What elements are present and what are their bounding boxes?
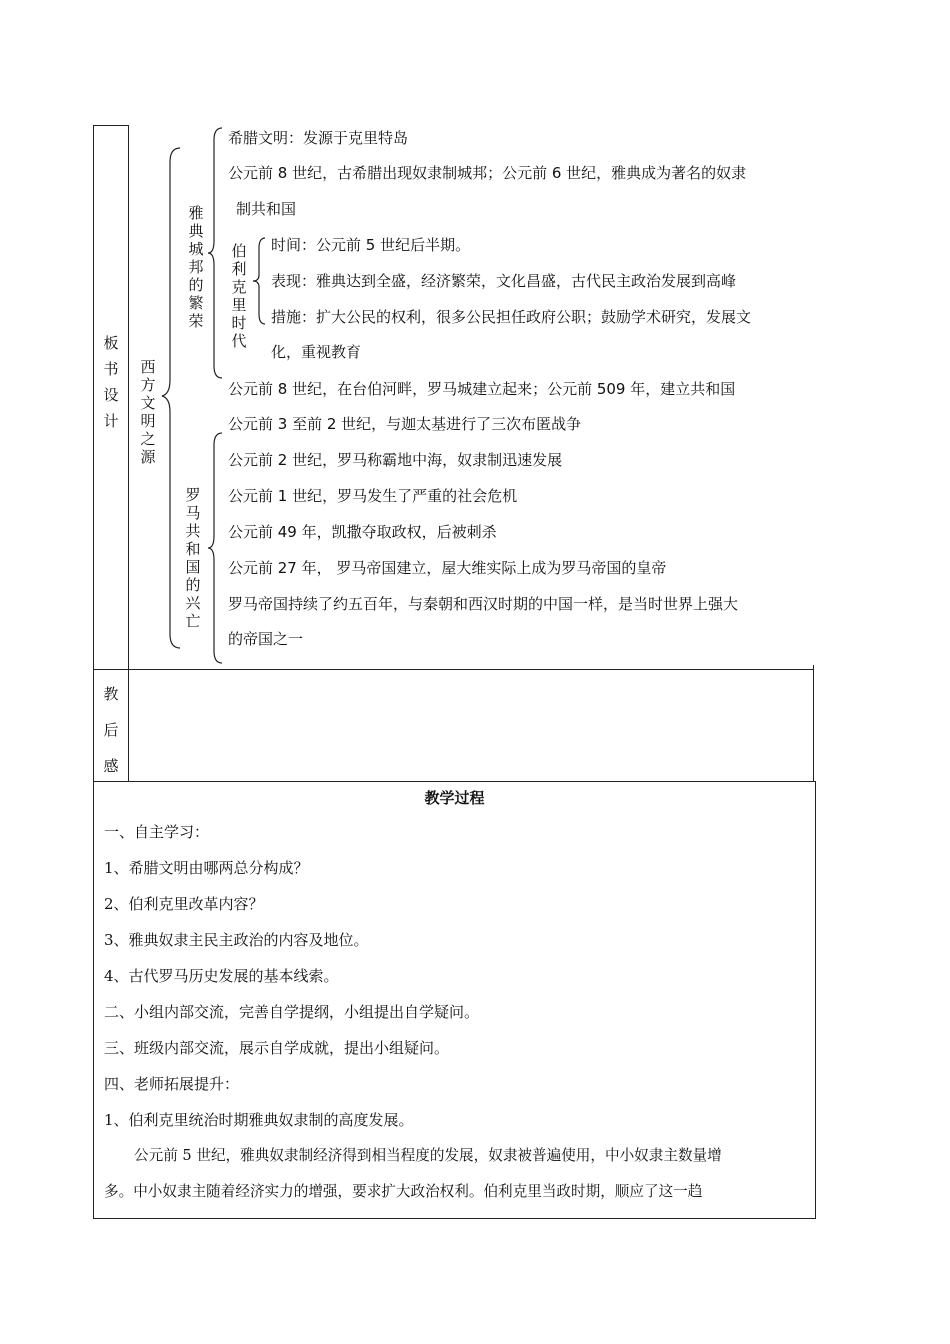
table-right-border-bottom	[815, 781, 816, 1219]
board-line: 公元前 8 世纪，在台伯河畔，罗马城建立起来；公元前 509 年，建立共和国	[228, 380, 736, 398]
process-title: 教学过程	[424, 789, 485, 807]
board-line: 公元前 27 年， 罗马帝国建立，屋大维实际上成为罗马帝国的皇帝	[228, 559, 667, 577]
board-line: 制共和国	[236, 200, 297, 218]
board-line: 公元前 3 至前 2 世纪，与迦太基进行了三次布匿战争	[228, 415, 582, 433]
process-line: 1、希腊文明由哪两总分构成？	[104, 859, 309, 877]
process-line: 1、伯利克里统治时期雅典奴隶制的高度发展。	[104, 1111, 414, 1129]
board-line: 罗马帝国持续了约五百年，与秦朝和西汉时期的中国一样，是当时世界上强大	[228, 595, 739, 613]
process-line: 三、班级内部交流，展示自学成就，提出小组疑问。	[104, 1039, 450, 1057]
board-line: 希腊文明：发源于克里特岛	[228, 129, 409, 147]
pericles-heading: 伯利克里时代	[231, 242, 247, 350]
rome-brace	[208, 433, 224, 663]
process-line: 4、古代罗马历史发展的基本线索。	[104, 967, 339, 985]
board-line: 公元前 49 年，凯撒夺取政权，后被刺杀	[228, 523, 497, 541]
board-line: 公元前 8 世纪，古希腊出现奴隶制城邦；公元前 6 世纪，雅典成为著名的奴隶	[228, 164, 747, 182]
process-paragraph-line: 多。中小奴隶主随着经济实力的增强，要求扩大政治权利。伯利克里当政时期，顺应了这一趋	[104, 1183, 703, 1200]
athens-branch-heading: 雅典城邦的繁荣	[188, 204, 204, 330]
table-top-border	[93, 125, 129, 126]
board-design-label: 板书设计	[103, 334, 119, 430]
process-line: 2、伯利克里改革内容？	[104, 895, 264, 913]
board-line: 措施：扩大公民的权利，很多公民担任政府公职；鼓励学术研究，发展文	[271, 308, 752, 326]
root-brace	[162, 148, 182, 648]
table-bottom-border	[93, 1218, 816, 1219]
board-line: 表现：雅典达到全盛，经济繁荣，文化昌盛，古代民主政治发展到高峰	[271, 272, 737, 290]
pericles-brace	[253, 238, 267, 324]
process-line: 二、小组内部交流，完善自学提纲，小组提出自学疑问。	[104, 1003, 480, 1021]
row-divider-reflection	[93, 781, 816, 782]
table-right-border-top	[813, 665, 814, 781]
board-line: 的帝国之一	[228, 630, 304, 648]
athens-brace	[208, 128, 224, 378]
rome-branch-heading: 罗马共和国的兴亡	[185, 486, 201, 630]
label-column-divider	[128, 125, 129, 781]
process-line: 3、雅典奴隶主民主政治的内容及地位。	[104, 931, 369, 949]
reflection-label: 教后感	[103, 685, 119, 775]
root-heading: 西方文明之源	[140, 358, 156, 466]
board-line: 公元前 2 世纪，罗马称霸地中海，奴隶制迅速发展	[228, 451, 563, 469]
row-divider-board	[93, 669, 814, 670]
process-line: 四、老师拓展提升：	[104, 1075, 240, 1093]
process-line: 一、自主学习：	[104, 823, 210, 841]
table-left-border	[93, 125, 94, 1219]
process-paragraph-line: 公元前 5 世纪，雅典奴隶制经济得到相当程度的发展，奴隶被普遍使用，中小奴隶主数量增	[134, 1147, 722, 1164]
board-line: 化，重视教育	[271, 343, 362, 361]
board-line: 公元前 1 世纪，罗马发生了严重的社会危机	[228, 487, 518, 505]
board-line: 时间：公元前 5 世纪后半期。	[271, 236, 471, 254]
